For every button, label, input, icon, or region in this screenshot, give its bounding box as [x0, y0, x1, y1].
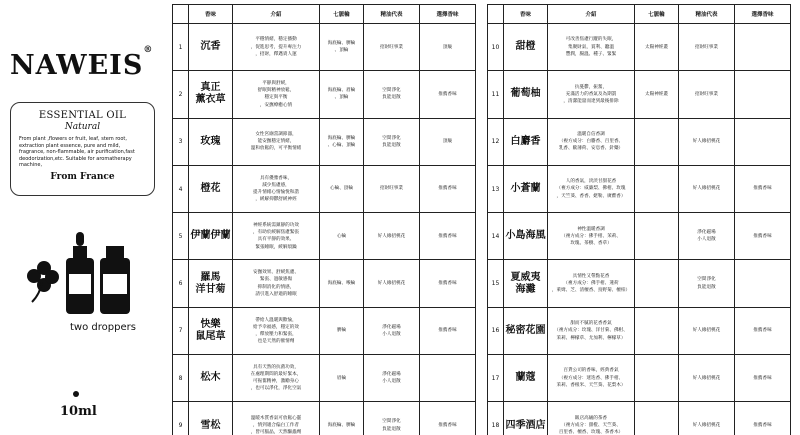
header-number [488, 5, 504, 24]
representative-cell: 好人緣招桃花 [679, 402, 735, 435]
scent-name: 蘭蔻 [504, 355, 548, 402]
choice-cell: 頂級 [420, 24, 476, 71]
scent-name: 羅馬 洋甘菊 [189, 260, 233, 307]
representative-cell: 空間淨化 負能退散 [364, 71, 420, 118]
scent-description: 具有天然的抗菌功效， 在處理期間的最好緊本， 可振奮精神，激勵身心 ，也可以淨化，淨化空氣 [233, 355, 320, 402]
scent-description: 飯店高級的茶香 （複方成分：甜橙、天竺葵、 百里香、檀香、玫瑰、茶香木） [548, 402, 635, 435]
scent-description: 溫暖自信香調 （複方成分：白麝香、百里香、 乳香、歐薄荷、安息香、針藥） [548, 118, 635, 165]
header-choice: 選擇香味 [735, 5, 791, 24]
choice-cell: 頂級 [420, 118, 476, 165]
clover-icon [27, 261, 59, 302]
scent-name: 松木 [189, 355, 233, 402]
table-row [173, 71, 476, 118]
chakra-cell [635, 402, 679, 435]
table-row [173, 307, 476, 354]
chakra-cell [635, 213, 679, 260]
table-row [173, 213, 476, 260]
scent-name: 甜橙 [504, 24, 548, 71]
representative-cell: 好人緣招桃花 [679, 118, 735, 165]
choice-cell: 推薦香味 [420, 213, 476, 260]
row-number: 7 [173, 307, 189, 354]
representative-cell: 招財旺事業 [364, 24, 420, 71]
info-description: From plant ,flowers or fruit, leaf, stem root, extraction plant essence, pure and mild, fragrance, non-flammable, air purification,fast deodorization,etc. Suitable for aromatherapy machine, [19, 136, 135, 169]
choice-cell: 推薦香味 [735, 355, 791, 402]
scent-name: 沉香 [189, 24, 233, 71]
table-row [173, 260, 476, 307]
bullet-dot [73, 391, 79, 397]
scent-description: 百貨公司的香味，經典香氣 （複方成分：迷迭香、佛手柑、 茉莉、香根米、天竺葵、花梨木） [548, 355, 635, 402]
row-number: 11 [488, 71, 504, 118]
scent-name: 小蒼蘭 [504, 165, 548, 212]
scent-description: 抗憂鬱，振奮， 充滿活力的香氣及為期謂 ，清潔能量而達到最後排除 [548, 71, 635, 118]
choice-cell [420, 355, 476, 402]
choice-cell: 推薦香味 [735, 165, 791, 212]
info-title: ESSENTIAL OIL [38, 110, 127, 121]
chakra-cell: 眉輪 [320, 355, 364, 402]
chakra-cell [635, 355, 679, 402]
chakra-cell: 太陽神經叢 [635, 24, 679, 71]
chakra-cell [635, 260, 679, 307]
dropper-bottle-icon [66, 232, 94, 314]
scent-description: 具情性又帶點花香 （複方成分：佛手柑、蓮荷 ，萊姆、芝、清檀香、鳥野菊、檀柏） [548, 260, 635, 307]
brand-logo: NAWEIS® [10, 45, 154, 81]
info-subtitle: Natural [64, 122, 101, 132]
scent-name: 白麝香 [504, 118, 548, 165]
table-row [488, 24, 791, 71]
scent-name: 秘密花園 [504, 307, 548, 354]
representative-cell: 招財旺事業 [679, 24, 735, 71]
representative-cell: 空間淨化 負能退散 [364, 402, 420, 435]
row-number: 15 [488, 260, 504, 307]
header-intro: 介紹 [233, 5, 320, 24]
row-number: 3 [173, 118, 189, 165]
choice-cell [735, 71, 791, 118]
table-header-row [173, 5, 476, 24]
chakra-cell: 海底輪、臍輪 [320, 402, 364, 435]
chakra-cell: 太陽神經叢 [635, 71, 679, 118]
row-number: 10 [488, 24, 504, 71]
clover-bottles-illustration [22, 228, 142, 318]
scent-description: 可改善焦慮行蹤的失眠， 集聚財氣，賞利、聽溫 豐潤，腸溫、種子、緊緊 [548, 24, 635, 71]
choice-cell: 推薦香味 [735, 213, 791, 260]
scent-name: 雪松 [189, 402, 233, 435]
scent-name: 快樂 鼠尾草 [189, 307, 233, 354]
scent-description: 女性宮廟當調節器， 能安撫穩定情緒， 溫和放鬆的，可平衡情緒 [233, 118, 320, 165]
scent-name: 小島海風 [504, 213, 548, 260]
header-number [173, 5, 189, 24]
representative-cell: 空間淨化 負能退散 [679, 260, 735, 307]
representative-cell: 招財旺事業 [679, 71, 735, 118]
row-number: 8 [173, 355, 189, 402]
chakra-cell: 心輪、頂輪 [320, 165, 364, 212]
chakra-cell: 海底輪、喉輪 [320, 260, 364, 307]
choice-cell: 推薦香味 [420, 71, 476, 118]
representative-cell: 淨化磁場 小人退散 [364, 307, 420, 354]
chakra-cell: 海底輪、臍輪 、頂輪 [320, 24, 364, 71]
header-representative: 精油代表 [364, 5, 420, 24]
row-number: 17 [488, 355, 504, 402]
row-number: 1 [173, 24, 189, 71]
row-number: 13 [488, 165, 504, 212]
table-row [488, 165, 791, 212]
choice-cell [735, 118, 791, 165]
row-number: 2 [173, 71, 189, 118]
scent-name: 伊蘭伊蘭 [189, 213, 233, 260]
row-number: 18 [488, 402, 504, 435]
info-card [10, 102, 155, 196]
representative-cell: 好人緣招桃花 [679, 355, 735, 402]
scent-description: 安撫效果、舒緩焦慮、 緊張、過敏感傷 抑制消化的情感， 請引進入舒適的睡眠 [233, 260, 320, 307]
header-scent: 香味 [504, 5, 548, 24]
choice-cell [735, 24, 791, 71]
chakra-cell [635, 165, 679, 212]
header-representative: 精油代表 [679, 5, 735, 24]
bottle-icon [100, 246, 130, 314]
choice-cell [735, 260, 791, 307]
scent-description: 平靜與舒緩， 舒眠與精神放鬆， 穩定與平衡 ，安撫療癒心情 [233, 71, 320, 118]
choice-cell: 推薦香味 [420, 307, 476, 354]
representative-cell: 好人緣招桃花 [679, 307, 735, 354]
table-row [173, 165, 476, 212]
choice-cell: 推薦香味 [735, 402, 791, 435]
table-row [488, 402, 791, 435]
scent-description: 帶給人溫暖與歡愉， 給予幸福感，穩定的效 ，釋放壓力和緊張， 也是天然的催情劑 [233, 307, 320, 354]
header-chakra: 七脈輪 [635, 5, 679, 24]
row-number: 6 [173, 260, 189, 307]
representative-cell: 空間淨化 負能退散 [364, 118, 420, 165]
table-row [488, 355, 791, 402]
scent-description: 人的香氣，淡淡甘甜花香 （複方成分：威廉梨、佛柑、玫瑰 ，天竺葵、香香、姥勒、廣藿香） [548, 165, 635, 212]
header-choice: 選擇香味 [420, 5, 476, 24]
scent-name: 葡萄柚 [504, 71, 548, 118]
representative-cell: 淨化磁場 小人退散 [364, 355, 420, 402]
choice-cell: 推薦香味 [420, 165, 476, 212]
table-row [173, 118, 476, 165]
table-row [173, 402, 476, 435]
row-number: 4 [173, 165, 189, 212]
table-row [488, 118, 791, 165]
scent-name: 四季酒店 [504, 402, 548, 435]
chakra-cell: 臍輪 [320, 307, 364, 354]
table-row [488, 213, 791, 260]
table-row [173, 355, 476, 402]
representative-cell: 好人緣招桃花 [364, 260, 420, 307]
scent-name: 橙花 [189, 165, 233, 212]
table-header-row [488, 5, 791, 24]
row-number: 16 [488, 307, 504, 354]
table-row [173, 24, 476, 71]
row-number: 9 [173, 402, 189, 435]
header-intro: 介紹 [548, 5, 635, 24]
scent-name: 玫瑰 [189, 118, 233, 165]
chakra-cell: 海底輪、臍輪 、心輪、頂輪 [320, 118, 364, 165]
scent-description: 具有優雅香味， 減少焦慮感， 提升情緒心情愉悅和諧 ，緩解抑鬱舒緩神經 [233, 165, 320, 212]
scent-description: 神經系統需鎮靜的功效 ，有助於緩解焦慮緊張 具有平靜的效果、 緊張睡眠，緩解煩躁 [233, 213, 320, 260]
scent-table-left [172, 4, 476, 435]
row-number: 14 [488, 213, 504, 260]
chakra-cell [635, 118, 679, 165]
table-row [488, 260, 791, 307]
representative-cell: 淨化磁場 小人退散 [679, 213, 735, 260]
scent-description: 神性溫暖香調 （複方成分：佛手柑、茉莉、 玫瑰、茶樹、香草） [548, 213, 635, 260]
header-scent: 香味 [189, 5, 233, 24]
info-origin: From France [50, 171, 115, 182]
table-row [488, 307, 791, 354]
header-chakra: 七脈輪 [320, 5, 364, 24]
row-number: 5 [173, 213, 189, 260]
scent-description: 溫暖木質香氣可放鬆心靈 ，情到適合偏白工作者 ，皆可腦晶，天然驅蟲劑 [233, 402, 320, 435]
table-row [488, 71, 791, 118]
row-number: 12 [488, 118, 504, 165]
representative-cell: 招財旺事業 [364, 165, 420, 212]
scent-description: 甜而不膩的花香香氣 （複方成分：玫瑰、洋甘菊、佛柑、 茉莉、檸檬草、尤加利、檸檬草） [548, 307, 635, 354]
choice-cell: 推薦香味 [735, 307, 791, 354]
product-panel [0, 0, 165, 435]
chakra-cell: 心輪 [320, 213, 364, 260]
representative-cell: 好人緣招桃花 [364, 213, 420, 260]
representative-cell: 好人緣招桃花 [679, 165, 735, 212]
choice-cell: 推薦香味 [420, 260, 476, 307]
scent-description: 平穩情緒，穩定播動 ，促進思考，提升專注力 ，招財，釋邁貴人運 [233, 24, 320, 71]
droppers-label: two droppers [70, 322, 136, 333]
volume-label: 10ml [60, 404, 97, 419]
chakra-cell [635, 307, 679, 354]
chakra-cell: 海底輪、眉輪 、頂輪 [320, 71, 364, 118]
scent-name: 夏威夷 海灘 [504, 260, 548, 307]
choice-cell: 推薦香味 [420, 402, 476, 435]
scent-name: 真正 薰衣草 [189, 71, 233, 118]
scent-table-right [487, 4, 791, 435]
